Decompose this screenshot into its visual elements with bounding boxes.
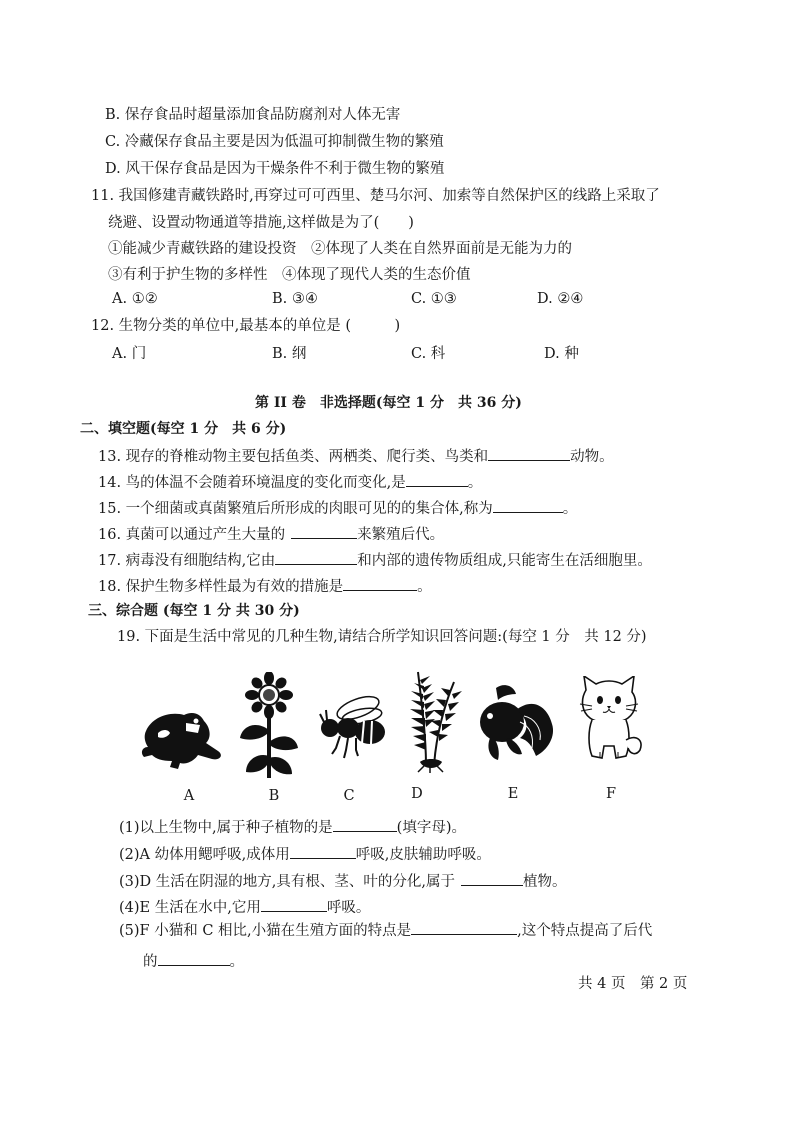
picture-label-d: D: [411, 786, 423, 802]
q19-sub5: (5)F 小猫和 C 相比,小猫在生殖方面的特点是 ,这个特点提高了后代: [119, 920, 652, 940]
q15: 15. 一个细菌或真菌繁殖后所形成的肉眼可见的的集合体,称为 。: [98, 498, 577, 518]
q11-statements-3-4: ③有利于护生物的多样性 ④体现了现代人类的生态价值: [108, 267, 471, 283]
q11-stem-line2: 绕避、设置动物通道等措施,这样做是为了( ): [108, 215, 414, 231]
section2-title: 二、填空题(每空 1 分 共 6 分): [80, 421, 287, 437]
q11-option-c: C. ①③: [411, 291, 457, 307]
section3-title: 三、综合题 (每空 1 分 共 30 分): [88, 603, 300, 619]
q14-blank[interactable]: [406, 472, 468, 487]
q12-option-c: C. 科: [411, 346, 446, 362]
sunflower-icon: [238, 672, 300, 780]
q19-sub3-blank[interactable]: [461, 871, 523, 886]
q19-sub1: (1)以上生物中,属于种子植物的是 (填字母)。: [119, 817, 466, 837]
q19-stem: 19. 下面是生活中常见的几种生物,请结合所学知识回答问题:(每空 1 分 共 12 分): [117, 629, 647, 645]
q11-option-b: B. ③④: [272, 291, 318, 307]
q10-option-d: D. 风干保存食品是因为干燥条件不利于微生物的繁殖: [105, 161, 445, 177]
frog-icon: [140, 703, 226, 771]
q19-sub2-blank[interactable]: [290, 844, 356, 859]
part2-title: 第 II 卷 非选择题(每空 1 分 共 36 分): [255, 395, 522, 411]
q11-option-a: A. ①②: [112, 291, 158, 307]
picture-label-e: E: [507, 786, 519, 802]
q18: 18. 保护生物多样性最为有效的措施是 。: [98, 576, 432, 596]
q10-option-b: B. 保存食品时超量添加食品防腐剂对人体无害: [105, 107, 401, 123]
q18-blank[interactable]: [343, 576, 417, 591]
q14: 14. 鸟的体温不会随着环境温度的变化而变化,是 。: [98, 472, 482, 492]
bee-icon: [318, 694, 386, 760]
picture-label-c: C: [343, 788, 355, 804]
q16: 16. 真菌可以通过产生大量的 来繁殖后代。: [98, 524, 444, 544]
q11-option-d: D. ②④: [537, 291, 584, 307]
q19-sub2: (2)A 幼体用鳃呼吸,成体用 呼吸,皮肤辅助呼吸。: [119, 844, 491, 864]
q13-blank[interactable]: [488, 446, 570, 461]
q13: 13. 现存的脊椎动物主要包括鱼类、两栖类、爬行类、鸟类和 动物。: [98, 446, 614, 466]
q19-sub5-cont: 的 。: [143, 951, 244, 971]
q19-sub3: (3)D 生活在阴湿的地方,具有根、茎、叶的分化,属于 植物。: [119, 871, 567, 891]
q11-stem-line1: 11. 我国修建青藏铁路时,再穿过可可西里、楚马尔河、加索等自然保护区的线路上采取了: [91, 188, 660, 204]
q11-statements-1-2: ①能减少青藏铁路的建设投资 ②体现了人类在自然界面前是无能为力的: [108, 241, 572, 257]
q19-sub1-blank[interactable]: [333, 817, 397, 832]
picture-label-f: F: [605, 786, 617, 802]
q12-option-b: B. 纲: [272, 346, 307, 362]
q19-sub4: (4)E 生活在水中,它用 呼吸。: [119, 897, 370, 917]
page-footer: 共 4 页 第 2 页: [578, 976, 688, 992]
q15-blank[interactable]: [493, 498, 563, 513]
picture-label-b: B: [268, 788, 280, 804]
q12-option-a: A. 门: [112, 346, 147, 362]
q17: 17. 病毒没有细胞结构,它由 和内部的遗传物质组成,只能寄生在活细胞里。: [98, 550, 652, 570]
q19-sub5-blank1[interactable]: [411, 920, 517, 935]
goldfish-icon: [476, 680, 558, 764]
q19-sub4-blank[interactable]: [261, 897, 327, 912]
fern-icon: [404, 666, 466, 774]
q17-blank[interactable]: [275, 550, 357, 565]
q19-sub5-blank2[interactable]: [158, 951, 230, 966]
q16-blank[interactable]: [291, 524, 357, 539]
q12-stem: 12. 生物分类的单位中,最基本的单位是 ( ): [91, 318, 401, 334]
q12-option-d: D. 种: [544, 346, 579, 362]
picture-label-a: A: [183, 788, 195, 804]
kitten-icon: [578, 676, 646, 762]
q10-option-c: C. 冷藏保存食品主要是因为低温可抑制微生物的繁殖: [105, 134, 444, 150]
